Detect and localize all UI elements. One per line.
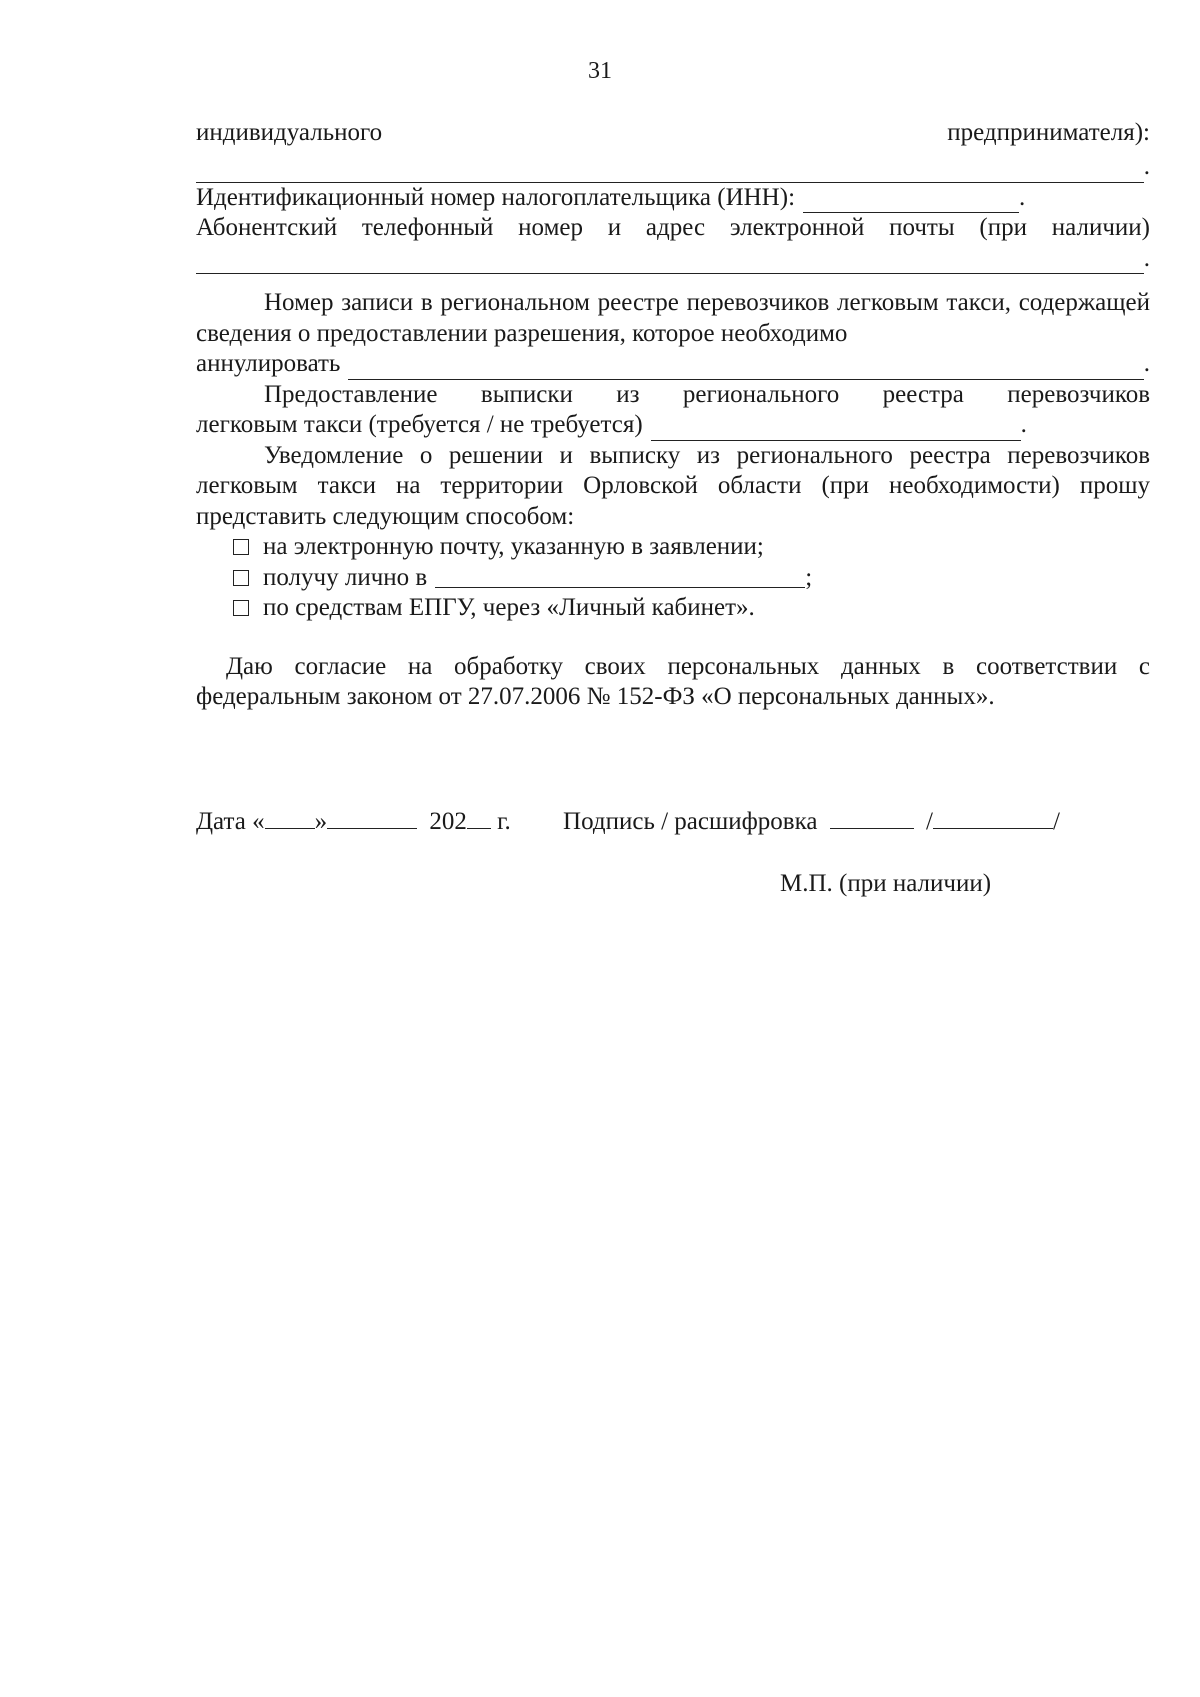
option-epgu-label: по средствам ЕПГУ, через «Личный кабинет». xyxy=(263,594,755,621)
option-personal-semicolon: ; xyxy=(805,563,813,591)
stamp-label: М.П. (при наличии) xyxy=(780,870,992,897)
date-month-field[interactable] xyxy=(327,808,417,829)
signature-field[interactable] xyxy=(830,808,914,829)
date-year-suffix: г. xyxy=(490,808,511,835)
date-day-field[interactable] xyxy=(265,808,315,829)
signature-slash-1: / xyxy=(925,808,933,835)
entrepreneur-label-left: индивидуального xyxy=(196,119,383,146)
record-number-field[interactable] xyxy=(348,359,1143,380)
date-label: Дата « xyxy=(196,808,265,835)
option-epgu[interactable] xyxy=(196,593,1150,624)
option-personal[interactable] xyxy=(196,563,1150,594)
extract-line xyxy=(196,410,1150,441)
entrepreneur-name-field[interactable] xyxy=(196,149,1150,183)
signature-row xyxy=(196,808,1060,836)
option-email-label: на электронную почту, указанную в заявлении; xyxy=(263,533,764,560)
consent-paragraph: Даю согласие на обработку своих персональных данных в соответствии с федеральным законом от 27.07.2006 № 152-ФЗ «О персональных данных». xyxy=(196,652,1150,710)
checkbox-email[interactable] xyxy=(233,539,249,555)
option-personal-label: получу лично в xyxy=(263,563,428,591)
inn-line xyxy=(196,183,1150,214)
line-end-dot: . xyxy=(1143,153,1150,180)
page-number: 31 xyxy=(588,58,612,84)
inn-label: Идентификационный номер налогоплательщика (ИНН): xyxy=(196,183,796,211)
record-number-label: аннулировать xyxy=(196,350,341,377)
signature-label: Подпись / расшифровка xyxy=(563,808,818,835)
signature-slash-2: / xyxy=(1052,808,1060,835)
line-end-dot: . xyxy=(1143,350,1150,377)
phone-email-label: Абонентский телефонный номер и адрес электронной почты (при наличии) xyxy=(196,214,1150,241)
phone-email-underline[interactable] xyxy=(196,253,1144,274)
phone-email-field[interactable] xyxy=(196,244,1150,275)
option-email[interactable] xyxy=(196,532,1150,563)
decryption-field[interactable] xyxy=(933,808,1053,829)
checkbox-personal[interactable] xyxy=(233,570,249,586)
record-number-line xyxy=(196,349,1150,380)
line-end-dot: . xyxy=(1019,183,1026,211)
checkbox-epgu[interactable] xyxy=(233,600,249,616)
extract-paragraph: Предоставление выписки из регионального реестра перевозчиков xyxy=(264,380,1150,408)
entrepreneur-name-underline[interactable] xyxy=(196,162,1144,183)
date-year-field[interactable] xyxy=(467,808,491,829)
extract-label: легковым такси (требуется / не требуется) xyxy=(196,411,643,438)
entrepreneur-line xyxy=(196,118,1150,149)
line-end-dot: . xyxy=(1143,244,1150,272)
option-personal-field[interactable] xyxy=(435,567,805,588)
date-quote-close: » xyxy=(314,808,328,835)
date-year: 202 xyxy=(429,808,467,835)
entrepreneur-label-right: предпринимателя): xyxy=(947,119,1150,146)
form-body xyxy=(196,118,1150,713)
inn-field[interactable] xyxy=(803,192,1019,213)
record-number-paragraph: Номер записи в региональном реестре перевозчиков легковым такси, содержащей сведения о предоставлении разрешения, которое необходимо xyxy=(196,289,1150,347)
extract-field[interactable] xyxy=(651,420,1021,441)
line-end-dot: . xyxy=(1020,411,1027,438)
notice-paragraph: Уведомление о решении и выписку из регионального реестра перевозчиков легковым такси на территории Орловской области (при необходимости) прошу представить следующим способом: xyxy=(196,441,1150,530)
